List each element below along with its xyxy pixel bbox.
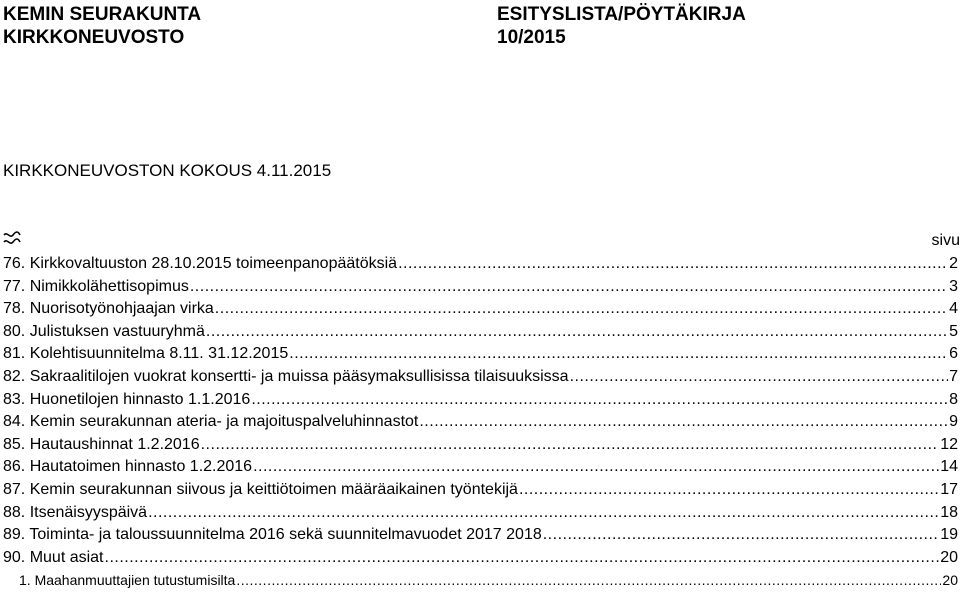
toc-entry-label: 78. Nuorisotyönohjaajan virka [3, 300, 214, 318]
toc-entry[interactable] [3, 344, 958, 367]
council-name: KIRKKONEUVOSTO [3, 27, 185, 48]
toc-dot-leader [251, 390, 948, 410]
toc-dot-leader [148, 503, 939, 523]
toc-entry-label: 85. Hautaushinnat 1.2.2016 [3, 435, 200, 453]
toc-entry-label: 84. Kemin seurakunnan ateria- ja majoituspalveluhinnastot [3, 413, 419, 431]
toc-entry[interactable] [3, 480, 958, 503]
toc-entry-page: 6 [949, 345, 958, 363]
toc-entry[interactable] [3, 457, 958, 480]
toc-dot-leader [105, 548, 940, 568]
toc-entry-page: 17 [940, 480, 958, 498]
toc-entry-label: 89. Toiminta- ja taloussuunnitelma 2016 sekä suunnitelmavuodet 2017 2018 [3, 526, 542, 544]
document-type: ESITYSLISTA/PÖYTÄKIRJA [497, 4, 746, 25]
toc-dot-leader [236, 570, 941, 590]
toc-entry-page: 3 [949, 277, 958, 295]
toc-entry-page: 20 [940, 548, 958, 566]
toc-entry-label: 80. Julistuksen vastuuryhmä [3, 322, 205, 340]
toc-dot-leader [570, 367, 949, 387]
toc-dot-leader [519, 480, 939, 500]
toc-entry-page: 20 [942, 572, 958, 589]
toc-entry-page: 2 [949, 255, 958, 272]
toc-dot-leader [201, 435, 940, 455]
toc-dot-leader [215, 299, 948, 319]
toc-entry-page: 9 [949, 413, 958, 431]
toc-entry[interactable] [3, 299, 958, 322]
toc-entry[interactable] [3, 570, 958, 593]
toc-entry-label: 88. Itsenäisyyspäivä [3, 503, 148, 521]
toc-entry[interactable] [3, 525, 958, 548]
document-number: 10/2015 [497, 27, 566, 48]
header-right [497, 3, 746, 49]
toc-entry-label: 77. Nimikkolähettisopimus [3, 277, 189, 295]
toc-entry[interactable] [3, 412, 958, 435]
toc-entry-label: 90. Muut asiat [3, 548, 104, 566]
toc-entry[interactable] [3, 503, 958, 526]
toc-entry-page: 8 [949, 390, 958, 408]
meeting-title: KIRKKONEUVOSTON KOKOUS 4.11.2015 [3, 161, 332, 180]
toc-entry[interactable] [3, 277, 958, 300]
toc-entry[interactable] [3, 548, 958, 571]
toc-entry-label: 81. Kolehtisuunnitelma 8.11. 31.12.2015 [3, 345, 289, 363]
toc-dot-leader [253, 457, 939, 477]
toc-entry-label: 87. Kemin seurakunnan siivous ja keittiötoimen määräaikainen työntekijä [3, 480, 518, 498]
toc-entry-page: 14 [940, 458, 958, 476]
toc-dot-leader [206, 322, 948, 342]
parish-name: KEMIN SEURAKUNTA [3, 4, 202, 25]
toc-dot-leader [190, 277, 948, 297]
squiggle-mark-icon [3, 230, 21, 248]
page-column-label: sivu [931, 232, 960, 249]
toc-entry-label: 82. Sakraalitilojen vuokrat konsertti- ja muissa pääsymaksullisissa tilaisuuksissa [3, 367, 569, 385]
header-left [3, 3, 201, 49]
toc-entry[interactable] [3, 367, 958, 390]
toc-entry-page: 7 [949, 367, 958, 385]
toc-entry[interactable] [3, 322, 958, 345]
toc-entry-page: 12 [940, 435, 958, 453]
toc-entry[interactable] [3, 390, 958, 413]
toc-dot-leader [543, 525, 939, 545]
toc-dot-leader [419, 412, 948, 432]
table-of-contents [3, 254, 958, 593]
toc-entry-label: 76. Kirkkovaltuuston 28.10.2015 toimeenpanopäätöksiä [3, 255, 398, 272]
toc-entry-page: 19 [940, 526, 958, 544]
toc-entry-label: 1. Maahanmuuttajien tutustumisilta [19, 572, 236, 589]
toc-dot-leader [398, 254, 948, 274]
toc-dot-leader [289, 344, 948, 364]
toc-header [0, 228, 960, 252]
toc-entry-label: 83. Huonetilojen hinnasto 1.1.2016 [3, 390, 251, 408]
toc-entry-page: 5 [949, 322, 958, 340]
toc-entry-page: 18 [940, 503, 958, 521]
toc-entry-page: 4 [949, 300, 958, 318]
toc-entry-label: 86. Hautatoimen hinnasto 1.2.2016 [3, 458, 253, 476]
toc-entry[interactable] [3, 254, 958, 277]
toc-entry[interactable] [3, 435, 958, 458]
